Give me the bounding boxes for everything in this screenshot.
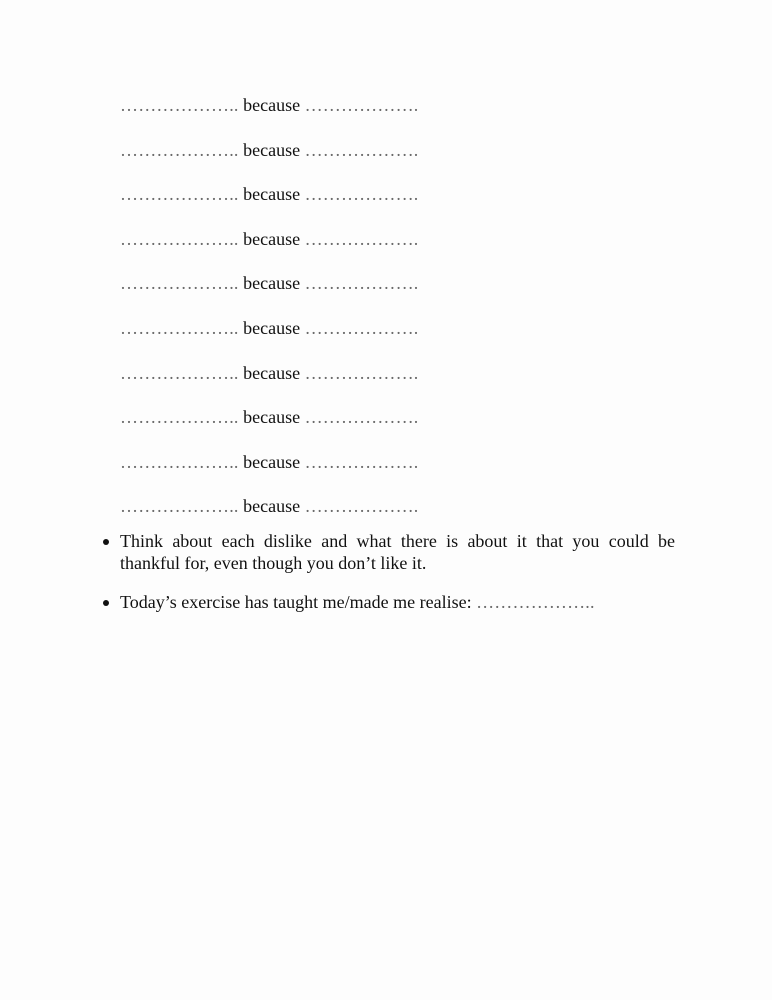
blank-left[interactable]: ……………….. [120, 451, 239, 472]
blank-right[interactable]: ………………. [304, 95, 419, 115]
because-line [120, 94, 418, 139]
because-word: because [243, 407, 301, 428]
because-word: because [243, 95, 301, 115]
blank-left[interactable]: ……………….. [120, 407, 239, 428]
because-line [120, 451, 418, 496]
reflection-item [100, 591, 675, 613]
because-word: because [243, 362, 301, 383]
blank-left[interactable]: ……………….. [120, 184, 239, 205]
blank-left[interactable]: ……………….. [120, 228, 239, 249]
reflection-blank[interactable]: ……………….. [476, 592, 595, 612]
because-line [120, 362, 418, 407]
blank-right[interactable]: ………………. [304, 228, 419, 249]
blank-left[interactable]: ……………….. [120, 496, 239, 517]
blank-right[interactable]: ………………. [304, 451, 419, 472]
blank-left[interactable]: ……………….. [120, 317, 239, 338]
instruction-list [100, 530, 675, 630]
because-word: because [243, 184, 301, 205]
instruction-text: Think about each dislike and what there is about it that you could be thankful for, even though you don’t like it. [120, 531, 675, 573]
because-line [120, 183, 418, 228]
blank-left[interactable]: ……………….. [120, 95, 239, 115]
because-word: because [243, 273, 301, 294]
because-line [120, 272, 418, 317]
because-word: because [243, 451, 301, 472]
blank-right[interactable]: ………………. [304, 139, 419, 160]
because-word: because [243, 317, 301, 338]
because-word: because [243, 496, 301, 517]
bullet-icon [103, 539, 109, 545]
blank-right[interactable]: ………………. [304, 407, 419, 428]
blank-right[interactable]: ………………. [304, 184, 419, 205]
instruction-item [100, 530, 675, 574]
because-line [120, 406, 418, 451]
because-line [120, 317, 418, 362]
blank-right[interactable]: ………………. [304, 317, 419, 338]
blank-right[interactable]: ………………. [304, 273, 419, 294]
blank-left[interactable]: ……………….. [120, 273, 239, 294]
because-line [120, 228, 418, 273]
because-word: because [243, 139, 301, 160]
blank-right[interactable]: ………………. [304, 496, 419, 517]
blank-left[interactable]: ……………….. [120, 139, 239, 160]
blank-left[interactable]: ……………….. [120, 362, 239, 383]
because-word: because [243, 228, 301, 249]
because-line [120, 139, 418, 184]
blank-right[interactable]: ………………. [304, 362, 419, 383]
bullet-icon [103, 600, 109, 606]
reflection-text: Today’s exercise has taught me/made me realise: [120, 592, 477, 612]
because-lines [120, 94, 418, 540]
